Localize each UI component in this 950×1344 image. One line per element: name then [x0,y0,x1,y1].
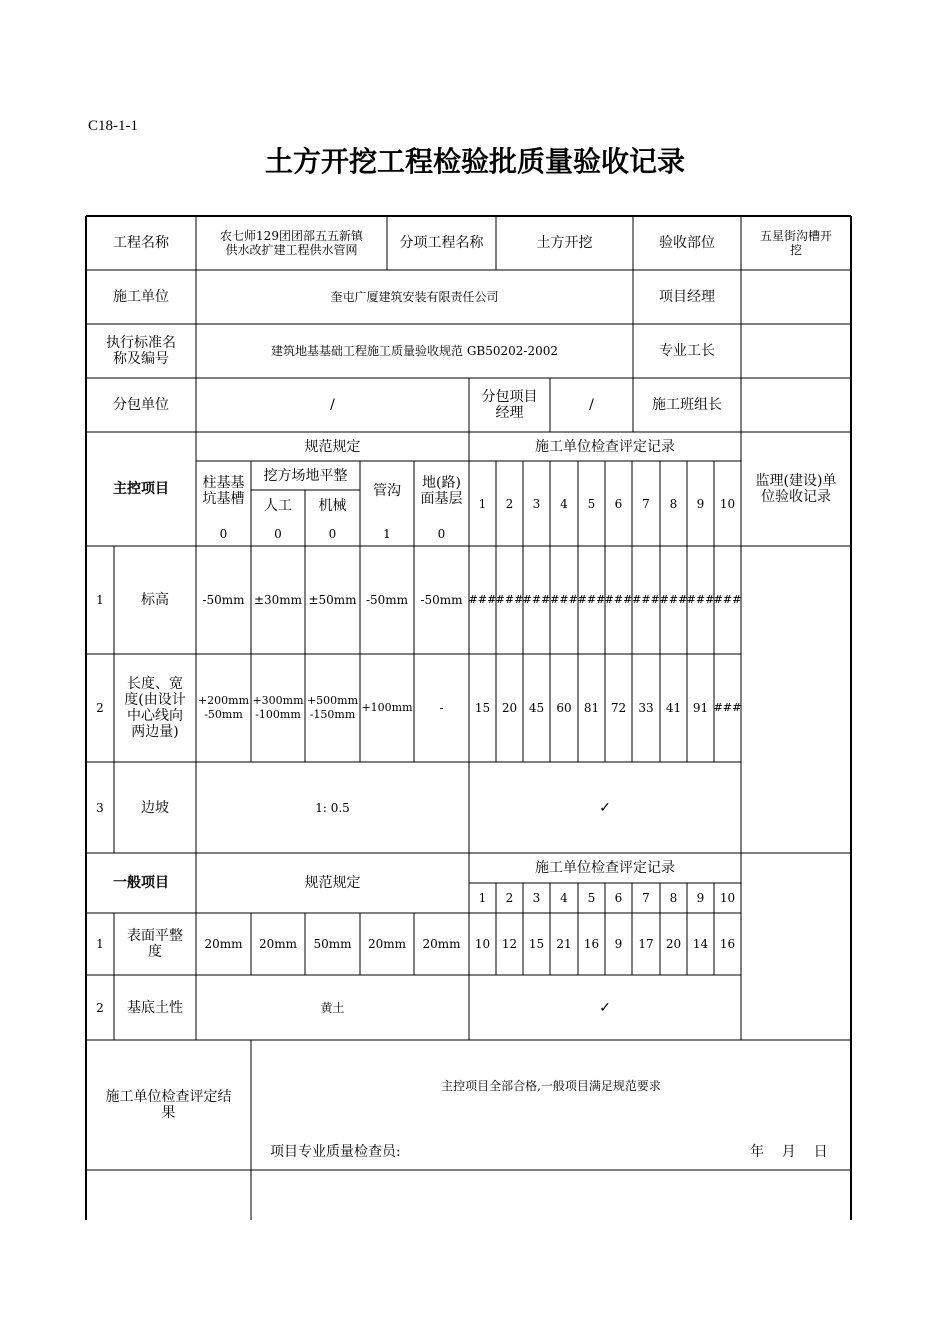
row-number: 1 [96,937,104,951]
project-name-label: 工程名称 [113,235,169,251]
record-col-number: 7 [642,891,650,905]
inspect-part-label: 验收部位 [659,235,715,251]
record-value: ### [604,593,633,606]
foreman-label: 专业工长 [659,343,715,359]
spec-value: 20mm [204,937,243,951]
spec-value: ±50mm [308,593,357,607]
spec-value: +500mm -150mm [306,694,359,721]
standard-value: 建筑地基基础工程施工质量验收规范 GB50202-2002 [271,344,558,358]
record-value: 33 [638,701,654,715]
record-value: ### [522,593,551,606]
record-value: 72 [610,701,627,715]
record-col-number: 4 [560,496,568,511]
col-code: 0 [437,526,446,541]
item-name: 边坡 [141,799,169,816]
spec-value: +100mm [361,701,413,714]
spec-value: - [439,701,444,715]
record-value: 20 [665,937,682,951]
record-value: 45 [528,701,545,715]
pm-label: 项目经理 [659,289,715,305]
col-code: 1 [383,526,391,541]
team-leader-value [741,378,851,432]
record-value: 16 [583,937,600,951]
item-name: 基底土性 [127,999,183,1016]
record-value: 14 [692,937,709,951]
record-value: ### [468,593,497,606]
record-value: 91 [692,701,709,715]
record-col-number: 1 [478,496,487,511]
spec-value: 20mm [422,937,461,951]
main-spec-label: 规范规定 [304,438,361,455]
inspector-label: 项目专业质量检查员: [270,1144,401,1160]
record-value: 20 [501,701,518,715]
record-col-number: 8 [669,496,678,511]
sub-project-value: 土方开挖 [536,235,593,251]
pm-value [741,270,851,324]
conclusion-text: 主控项目全部合格,一般项目满足规范要求 [441,1079,661,1093]
record-value: 60 [556,701,572,715]
col-manual: 人工 [264,497,292,514]
contractor-label: 施工单位 [113,289,169,305]
record-value: 9 [614,937,623,951]
item-name: 标高 [141,592,169,608]
subcontractor-label: 分包单位 [113,397,169,413]
col-code: 0 [274,526,282,541]
record-value: 16 [719,937,736,951]
record-value: ### [659,593,688,606]
contractor-value: 奎屯广厦建筑安装有限责任公司 [330,290,499,304]
form-code: C18-1-1 [88,118,138,134]
record-value: 17 [638,937,654,951]
record-col-number: 3 [532,891,541,905]
record-value: 15 [528,937,545,951]
record-col-number: 7 [642,496,650,511]
record-value: 41 [665,701,682,715]
col-machine: 机械 [318,497,347,514]
record-col-number: 3 [532,496,541,511]
record-col-number: 4 [560,891,568,905]
item-name: 表面平整 度 [127,928,183,960]
record-col-number: 10 [719,496,736,511]
standard-label: 执行标准名 称及编号 [106,335,176,367]
record-col-number: 2 [505,496,514,511]
item-name: 长度、宽 度(由设计 中心线向 两边量) [124,676,186,740]
date-label: 年 月 日 [750,1144,828,1160]
spec-value: 1: 0.5 [315,800,350,815]
page-title: 土方开挖工程检验批质量验收记录 [264,145,685,178]
sub-pm-value: / [589,397,594,413]
subcontractor-value: / [330,397,335,413]
row-number: 2 [96,1000,104,1015]
general-items-label: 一般项目 [113,875,169,891]
record-value: ### [495,593,524,606]
record-col-number: 10 [719,891,736,905]
record-col-number: 5 [587,496,596,511]
record-value: ### [577,593,606,606]
record-col-number: 6 [614,891,623,905]
record-col-number: 9 [696,891,705,905]
team-leader-label: 施工班组长 [652,397,722,413]
spec-value: 20mm [258,937,298,951]
record-value: 15 [474,701,491,715]
col-road: 地(路) 面基层 [420,475,463,507]
record-value: ### [632,593,660,606]
record-col-number: 6 [614,496,623,511]
spec-value: +300mm -100mm [252,694,304,721]
record-col-number: 2 [505,891,514,905]
record-col-number: 1 [478,891,487,905]
record-value: 81 [583,701,600,715]
record-value: ### [550,593,578,606]
record-col-number: 5 [587,891,596,905]
general-record-label: 施工单位检查评定记录 [535,860,675,876]
sub-project-label: 分项工程名称 [399,235,484,251]
spec-value: 20mm [367,937,407,951]
col-code: 0 [328,526,337,541]
record-col-number: 8 [669,891,678,905]
record-value: 21 [556,937,572,951]
col-pit: 柱基基 坑基槽 [202,475,245,507]
record-value: ### [713,593,742,606]
col-code: 0 [219,526,228,541]
col-site: 挖方场地平整 [263,467,348,484]
row-number: 1 [96,593,104,607]
spec-value: +200mm -50mm [197,694,250,721]
record-col-number: 9 [696,496,705,511]
sub-pm-label: 分包项目 经理 [481,389,538,421]
general-spec-label: 规范规定 [304,875,361,891]
spec-value: -50mm [365,593,409,607]
row-number: 2 [96,701,104,715]
spec-value: 50mm [313,937,352,951]
record-value: ### [686,593,715,606]
conclusion-label: 施工单位检查评定结 果 [105,1089,232,1121]
record-value: ### [713,701,742,714]
project-name-value: 农七师129团团部五五新镇 供水改扩建工程供水管网 [220,229,363,257]
col-trench: 管沟 [373,483,401,499]
record-value: 12 [501,937,518,951]
foreman-value [741,324,851,378]
spec-value: -50mm [202,593,245,607]
check-mark: ✓ [599,999,611,1016]
main-record-label: 施工单位检查评定记录 [535,438,675,455]
spec-value: 黄土 [320,1000,345,1015]
spec-value: -50mm [420,593,463,607]
check-mark: ✓ [599,799,611,816]
row-number: 3 [96,800,104,815]
inspect-part-value: 五星街沟槽开 挖 [759,229,832,257]
spec-value: ±30mm [253,593,303,607]
record-value: 10 [474,937,491,951]
main-items-label: 主控项目 [113,481,169,497]
supervisor-label: 监理(建设)单 位验收记录 [755,473,837,505]
